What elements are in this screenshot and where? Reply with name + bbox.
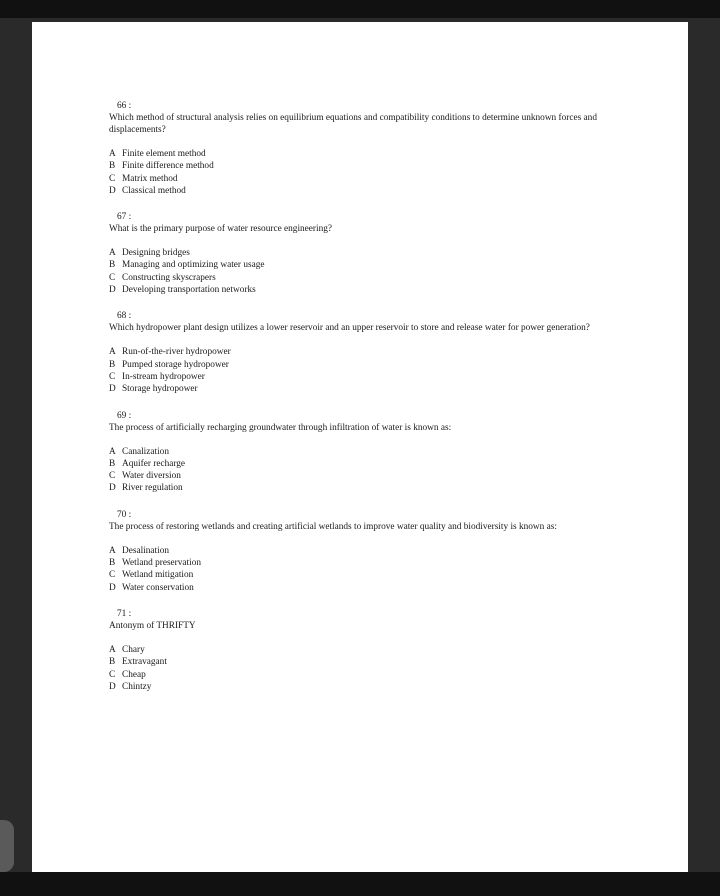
question-block [109, 211, 609, 296]
option-text: Canalization [122, 446, 169, 457]
option-item [109, 359, 609, 371]
side-handle[interactable] [0, 820, 14, 872]
option-letter: C [109, 669, 116, 680]
option-text: Storage hydropower [122, 384, 198, 395]
option-list [109, 148, 609, 197]
option-letter: A [109, 644, 116, 655]
option-letter: C [109, 570, 116, 581]
option-text: Matrix method [122, 173, 178, 184]
option-list [109, 545, 609, 594]
option-item [109, 272, 609, 284]
question-text: Antonym of THRIFTY [109, 620, 196, 631]
question-text: Which hydropower plant design utilizes a lower reservoir and an upper reservoir to store and release water for power generation? [109, 323, 590, 334]
option-letter: B [109, 458, 116, 469]
question-block [109, 608, 609, 693]
question-block [109, 310, 609, 395]
option-letter: A [109, 149, 116, 159]
viewer-bottom-bar [0, 872, 720, 896]
option-item [109, 669, 609, 681]
option-text: Developing transportation networks [122, 285, 256, 296]
question-block [109, 410, 609, 495]
option-letter: C [109, 272, 116, 283]
option-text: Cheap [122, 669, 146, 680]
option-item [109, 458, 609, 470]
question-block [109, 100, 609, 197]
option-list [109, 446, 609, 495]
option-letter: C [109, 173, 116, 184]
option-letter: B [109, 260, 116, 271]
option-text: River regulation [122, 483, 183, 494]
option-text: Managing and optimizing water usage [122, 260, 265, 271]
option-letter: D [109, 384, 116, 395]
option-letter: B [109, 161, 116, 172]
option-item [109, 656, 609, 668]
option-item [109, 557, 609, 569]
option-item [109, 371, 609, 383]
option-list [109, 346, 609, 395]
option-item [109, 681, 609, 693]
option-item [109, 446, 609, 458]
option-item [109, 545, 609, 557]
option-text: Desalination [122, 545, 169, 556]
option-item [109, 346, 609, 358]
option-item [109, 247, 609, 259]
option-letter: B [109, 359, 116, 370]
option-letter: A [109, 248, 116, 259]
option-letter: A [109, 446, 116, 457]
option-item [109, 148, 609, 160]
option-text: Finite difference method [122, 161, 214, 172]
option-item [109, 173, 609, 185]
option-text: In-stream hydropower [122, 371, 205, 382]
question-text: Which method of structural analysis relies on equilibrium equations and compatibility conditions to determine unknown forces and displacements? [109, 113, 597, 135]
option-text: Wetland mitigation [122, 570, 194, 581]
option-letter: B [109, 657, 116, 668]
option-text: Finite element method [122, 149, 206, 159]
option-text: Chary [122, 644, 145, 655]
option-list [109, 644, 609, 693]
option-text: Classical method [122, 185, 186, 196]
option-letter: B [109, 558, 116, 569]
option-text: Wetland preservation [122, 558, 202, 569]
option-item [109, 569, 609, 581]
option-item [109, 284, 609, 296]
question-number: 68 : [117, 311, 132, 322]
question-number: 71 : [117, 608, 132, 619]
option-letter: C [109, 371, 116, 382]
option-list [109, 247, 609, 296]
option-text: Extravagant [122, 657, 167, 668]
question-number: 70 : [117, 509, 132, 520]
question-text: The process of artificially recharging groundwater through infiltration of water is known as: [109, 422, 452, 433]
option-item [109, 582, 609, 594]
option-letter: D [109, 681, 116, 692]
option-item [109, 259, 609, 271]
option-text: Constructing skyscrapers [122, 272, 216, 283]
option-item [109, 160, 609, 172]
option-text: Water diversion [122, 471, 181, 482]
option-text: Water conservation [122, 582, 194, 593]
option-text: Pumped storage hydropower [122, 359, 229, 370]
option-text: Chintzy [122, 681, 152, 692]
option-item [109, 482, 609, 494]
question-text: What is the primary purpose of water resource engineering? [109, 224, 333, 235]
option-letter: A [109, 347, 116, 358]
option-item [109, 185, 609, 197]
option-item [109, 383, 609, 395]
option-letter: D [109, 582, 116, 593]
question-list [109, 100, 609, 707]
option-item [109, 470, 609, 482]
question-block [109, 509, 609, 594]
document-page [32, 22, 688, 872]
option-letter: D [109, 483, 116, 494]
option-letter: D [109, 185, 116, 196]
option-item [109, 644, 609, 656]
question-number: 66 : [117, 101, 132, 111]
option-letter: D [109, 285, 116, 296]
question-number: 69 : [117, 410, 132, 421]
option-letter: C [109, 471, 116, 482]
viewer-top-bar [0, 0, 720, 18]
option-text: Aquifer recharge [122, 458, 186, 469]
option-letter: A [109, 545, 116, 556]
option-text: Run-of-the-river hydropower [122, 347, 231, 358]
question-text: The process of restoring wetlands and creating artificial wetlands to improve water quality and biodiversity is known as: [109, 521, 557, 532]
option-text: Designing bridges [122, 248, 190, 259]
question-number: 67 : [117, 212, 132, 223]
